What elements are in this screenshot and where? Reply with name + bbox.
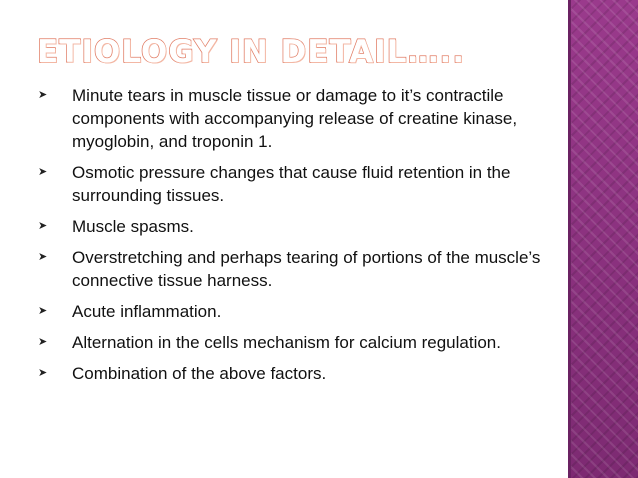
decorative-side-band <box>568 0 638 478</box>
bullet-text: Muscle spasms. <box>72 217 194 236</box>
arrow-bullet-icon: ➤ <box>38 220 48 232</box>
list-item <box>36 84 556 153</box>
list-item <box>36 161 556 207</box>
arrow-bullet-icon: ➤ <box>38 89 48 101</box>
arrow-bullet-icon: ➤ <box>38 336 48 348</box>
bullet-text: Osmotic pressure changes that cause fluid retention in the surrounding tissues. <box>72 163 511 205</box>
list-item <box>36 246 556 292</box>
bullet-list <box>36 84 556 393</box>
bullet-text: Acute inflammation. <box>72 302 222 321</box>
list-item <box>36 362 556 385</box>
bullet-text: Overstretching and perhaps tearing of portions of the muscle’s connective tissue harness. <box>72 248 541 290</box>
arrow-bullet-icon: ➤ <box>38 251 48 263</box>
arrow-bullet-icon: ➤ <box>38 166 48 178</box>
list-item <box>36 215 556 238</box>
bullet-text: Combination of the above factors. <box>72 364 327 383</box>
bullet-text: Alternation in the cells mechanism for calcium regulation. <box>72 333 501 352</box>
slide-title: ETIOLOGY IN DETAIL….. <box>37 34 465 70</box>
arrow-bullet-icon: ➤ <box>38 367 48 379</box>
bullet-text: Minute tears in muscle tissue or damage to it’s contractile components with accompanying release of creatine kinase, myoglobin, and troponin 1. <box>72 86 518 151</box>
list-item <box>36 300 556 323</box>
list-item <box>36 331 556 354</box>
arrow-bullet-icon: ➤ <box>38 305 48 317</box>
